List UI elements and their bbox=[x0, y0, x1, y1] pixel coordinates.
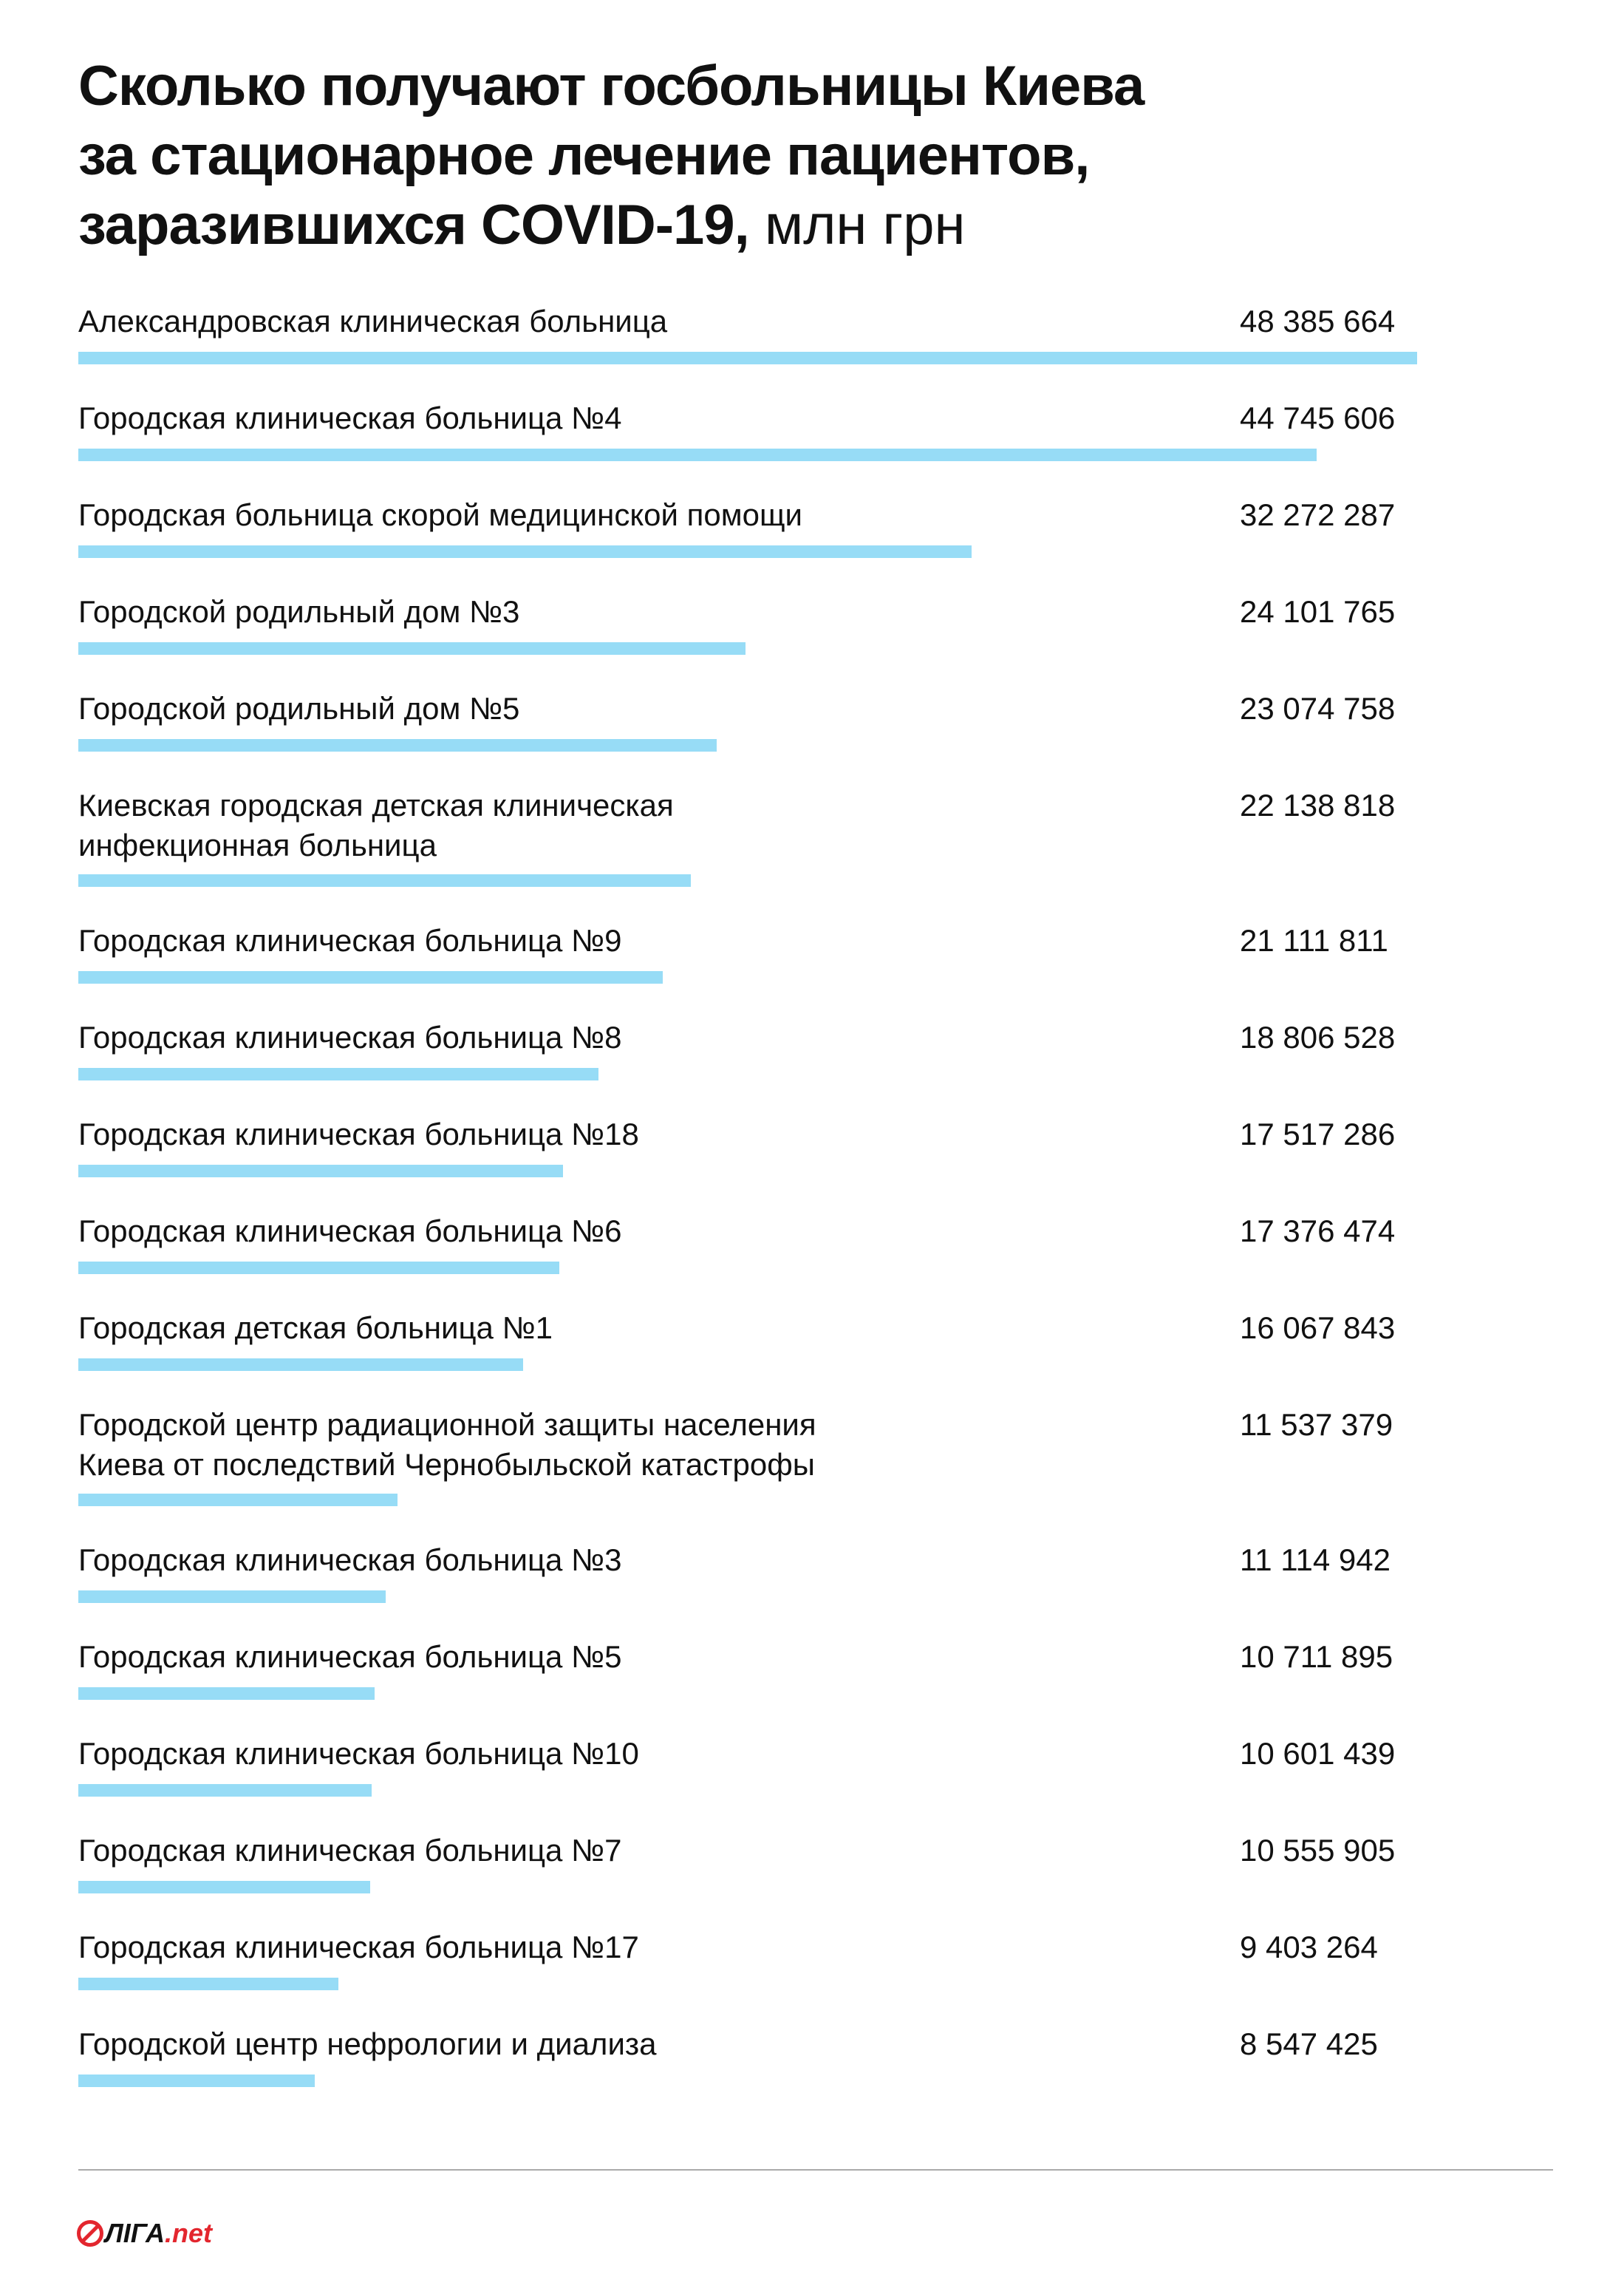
bar-12 bbox=[78, 1494, 398, 1506]
bar-value-label-10: 17 376 474 bbox=[1240, 1214, 1396, 1248]
bar-label-12: Городской центр радиационной защиты населения Киева от последствий Чернобыльской катастрофы bbox=[78, 1407, 816, 1482]
liga-logo-icon bbox=[77, 2220, 103, 2247]
bar-10 bbox=[78, 1262, 559, 1274]
bar-4 bbox=[78, 642, 746, 655]
bar-label-14: Городская клиническая больница №5 bbox=[78, 1639, 622, 1674]
liga-logo-word: ЛIГА bbox=[105, 2218, 165, 2248]
bar-label-9: Городская клиническая больница №18 bbox=[78, 1117, 639, 1151]
bar-label-6: Киевская городская детская клиническая инфекционная больница bbox=[78, 788, 674, 862]
liga-logo-domain: .net bbox=[165, 2218, 213, 2248]
bar-label-16: Городская клиническая больница №7 bbox=[78, 1833, 622, 1868]
bar-value-label-18: 8 547 425 bbox=[1240, 2026, 1378, 2061]
bar-18 bbox=[78, 2075, 315, 2087]
bar-value-label-15: 10 601 439 bbox=[1240, 1736, 1396, 1771]
bar-11 bbox=[78, 1358, 523, 1371]
bar-17 bbox=[78, 1978, 338, 1990]
bar-1 bbox=[78, 352, 1417, 364]
bar-label-17: Городская клиническая больница №17 bbox=[78, 1930, 639, 1964]
bar-label-13: Городская клиническая больница №3 bbox=[78, 1542, 622, 1577]
bar-value-label-4: 24 101 765 bbox=[1240, 594, 1396, 629]
chart-title-unit: млн грн bbox=[748, 194, 966, 256]
chart-title-line-2: за стационарное лечение пациентов, bbox=[78, 124, 1090, 187]
bar-label-18: Городской центр нефрологии и диализа bbox=[78, 2026, 657, 2061]
bar-value-label-2: 44 745 606 bbox=[1240, 401, 1396, 435]
bar-8 bbox=[78, 1068, 598, 1080]
liga-logo-wordmark bbox=[105, 2216, 212, 2251]
bar-13 bbox=[78, 1590, 386, 1603]
footer-divider bbox=[78, 2169, 1553, 2171]
bar-label-5: Городской родильный дом №5 bbox=[78, 691, 520, 726]
bar-14 bbox=[78, 1687, 375, 1700]
bar-6 bbox=[78, 874, 691, 887]
bar-9 bbox=[78, 1165, 563, 1177]
bar-2 bbox=[78, 449, 1317, 461]
bar-label-8: Городская клиническая больница №8 bbox=[78, 1020, 622, 1055]
chart-title-line-3-text: заразившихся COVID-19, bbox=[78, 194, 749, 256]
bar-3 bbox=[78, 545, 972, 558]
bar-label-2: Городская клиническая больница №4 bbox=[78, 401, 622, 435]
bar-label-4: Городской родильный дом №3 bbox=[78, 594, 520, 629]
bar-label-15: Городская клиническая больница №10 bbox=[78, 1736, 639, 1771]
bar-value-label-3: 32 272 287 bbox=[1240, 497, 1396, 532]
bar-15 bbox=[78, 1784, 372, 1797]
bar-label-11: Городская детская больница №1 bbox=[78, 1310, 553, 1345]
bar-value-label-5: 23 074 758 bbox=[1240, 691, 1396, 726]
bar-value-label-17: 9 403 264 bbox=[1240, 1930, 1378, 1964]
bar-value-label-12: 11 537 379 bbox=[1240, 1407, 1393, 1442]
liga-net-logo bbox=[77, 2216, 225, 2253]
bar-value-label-1: 48 385 664 bbox=[1240, 304, 1396, 338]
bar-value-label-16: 10 555 905 bbox=[1240, 1833, 1396, 1868]
bar-value-label-14: 10 711 895 bbox=[1240, 1639, 1393, 1674]
bar-label-1: Александровская клиническая больница bbox=[78, 304, 668, 338]
bar-5 bbox=[78, 739, 717, 752]
chart-title-line-1: Сколько получают госбольницы Киева bbox=[78, 55, 1144, 118]
bar-value-label-13: 11 114 942 bbox=[1240, 1542, 1391, 1577]
bar-value-label-8: 18 806 528 bbox=[1240, 1020, 1396, 1055]
bar-7 bbox=[78, 971, 663, 984]
bar-label-7: Городская клиническая больница №9 bbox=[78, 923, 622, 958]
bar-value-label-9: 17 517 286 bbox=[1240, 1117, 1396, 1151]
bar-16 bbox=[78, 1881, 370, 1893]
bar-label-10: Городская клиническая больница №6 bbox=[78, 1214, 622, 1248]
bar-value-label-6: 22 138 818 bbox=[1240, 788, 1396, 823]
bar-value-label-11: 16 067 843 bbox=[1240, 1310, 1396, 1345]
bar-label-3: Городская больница скорой медицинской помощи bbox=[78, 497, 803, 532]
bar-value-label-7: 21 111 811 bbox=[1240, 923, 1388, 958]
